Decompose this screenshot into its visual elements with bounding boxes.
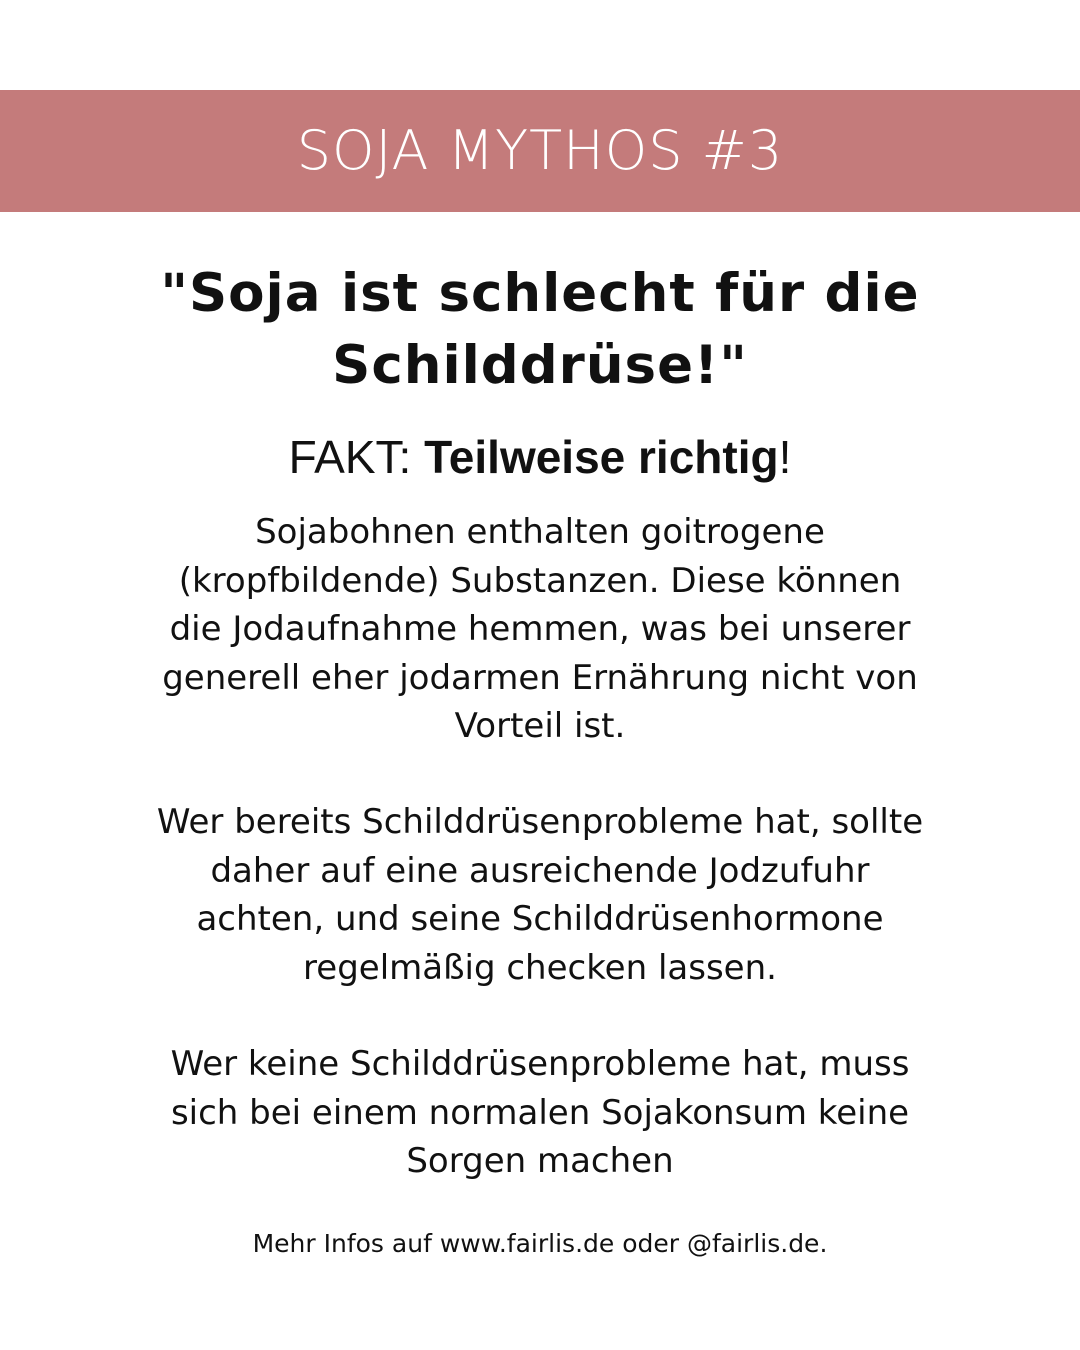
title-banner xyxy=(0,90,1080,212)
fact-punctuation: ! xyxy=(778,431,792,483)
myth-headline xyxy=(0,258,1080,402)
headline-line: Schilddrüse!" xyxy=(332,335,748,396)
paragraph-line: die Jodaufnahme hemmen, was bei unserer xyxy=(169,609,911,649)
fact-statement xyxy=(0,422,1080,492)
paragraph-line: regelmäßig checken lassen. xyxy=(303,947,777,988)
headline-line: "Soja ist schlecht für die xyxy=(160,263,920,324)
paragraph-no-worries xyxy=(60,1040,1020,1186)
paragraph-line: achten, und seine Schilddrüsenhormone xyxy=(196,899,884,939)
fact-verdict: Teilweise richtig xyxy=(424,431,779,483)
paragraph-line: Wer keine Schilddrüsenprobleme hat, muss xyxy=(170,1044,910,1084)
paragraph-goitrogens xyxy=(60,508,1020,751)
paragraph-line: Sojabohnen enthalten goitrogene xyxy=(255,512,825,552)
banner-title: SOJA MYTHOS #3 xyxy=(296,119,784,182)
paragraph-thyroid-problems xyxy=(60,798,1020,992)
fact-label: FAKT: xyxy=(288,431,425,483)
paragraph-line: Sorgen machen xyxy=(406,1141,674,1181)
paragraph-line: daher auf eine ausreichende Jodzufuhr xyxy=(210,850,870,891)
paragraph-line: Vorteil ist. xyxy=(454,706,626,746)
paragraph-line: Wer bereits Schilddrüsenprobleme hat, sollte xyxy=(156,802,924,842)
footer-info: Mehr Infos auf www.fairlis.de oder @fairlis.de. xyxy=(252,1229,828,1258)
paragraph-line: generell eher jodarmen Ernährung nicht von xyxy=(162,657,918,698)
paragraph-line: sich bei einem normalen Sojakonsum keine xyxy=(170,1092,910,1133)
paragraph-line: (kropfbildende) Substanzen. Diese können xyxy=(178,560,902,601)
